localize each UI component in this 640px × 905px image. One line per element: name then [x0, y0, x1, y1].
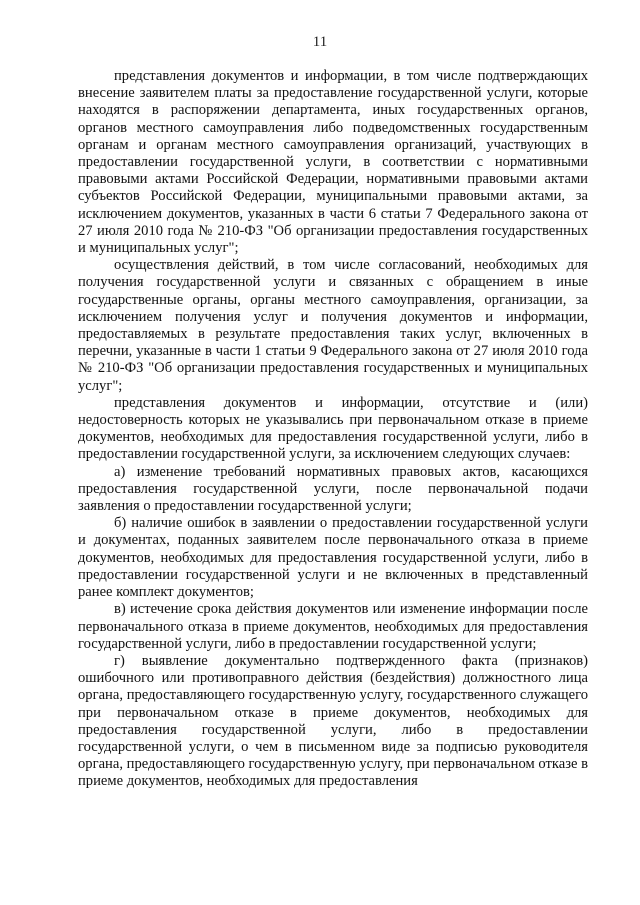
paragraph-absence-unreliability: представления документов и информации, отсутствие и (или) недостоверность которых не указывались при первоначальном отказе в приеме документов, необходимых для предоставления государственной услуги, либо в предоставлении государственной услуги, за исключением следующих случаев:: [78, 394, 588, 463]
document-body: [78, 68, 588, 791]
page-number: 11: [312, 34, 328, 50]
list-item-g: г) выявление документально подтвержденного факта (признаков) ошибочного или противоправного действия (бездействия) должностного лица органа, предоставляющего государственную услугу, государственного служащего при первоначальном отказе в приеме документов, необходимых для предоставления государственной услуги, либо в предоставлении государственной услуги, о чем в письменном виде за подписью руководителя органа, предоставляющего государственную услугу, при первоначальном отказе в приеме документов, необходимых для предоставления: [78, 652, 588, 790]
list-item-a: а) изменение требований нормативных правовых актов, касающихся предоставления государственной услуги, после первоначальной подачи заявления о предоставлении государственной услуги;: [78, 463, 588, 515]
list-item-v: в) истечение срока действия документов или изменение информации после первоначального отказа в приеме документов, необходимых для предоставления государственной услуги, либо в предоставлении государственной услуги;: [78, 601, 588, 652]
list-item-b: б) наличие ошибок в заявлении о предоставлении государственной услуги и документах, поданных заявителем после первоначального отказа в приеме документов, необходимых для предоставления государственной услуги, либо в предоставлении государственной услуги и не включенных в представленный ранее комплект документов;: [78, 515, 588, 601]
paragraph-actions-approvals: осуществления действий, в том числе согласований, необходимых для получения государственной услуги и связанных с обращением в иные государственные органы, органы местного самоуправления, организации, за исключением получения услуг и получения документов и информации, предоставляемых в результате предоставления таких услуг, включенных в перечни, указанные в части 1 статьи 9 Федерального закона от 27 июля 2010 года № 210-ФЗ "Об организации предоставления государственных и муниципальных услуг";: [78, 257, 588, 394]
paragraph-documents-information: представления документов и информации, в том числе подтверждающих внесение заявителем платы за предоставление государственной услуги, которые находятся в распоряжении департамента, иных государственных органов, органов местного самоуправления либо подведомственных государственным органам и органам местного самоуправления организаций, участвующих в предоставлении государственной услуги, в соответствии с нормативными правовыми актами Российской Федерации, нормативными правовыми актами субъектов Российской Федерации, муниципальными правовыми актами, за исключением документов, указанных в части 6 статьи 7 Федерального закона от 27 июля 2010 года № 210-ФЗ "Об организации предоставления государственных и муниципальных услуг";: [78, 68, 588, 257]
